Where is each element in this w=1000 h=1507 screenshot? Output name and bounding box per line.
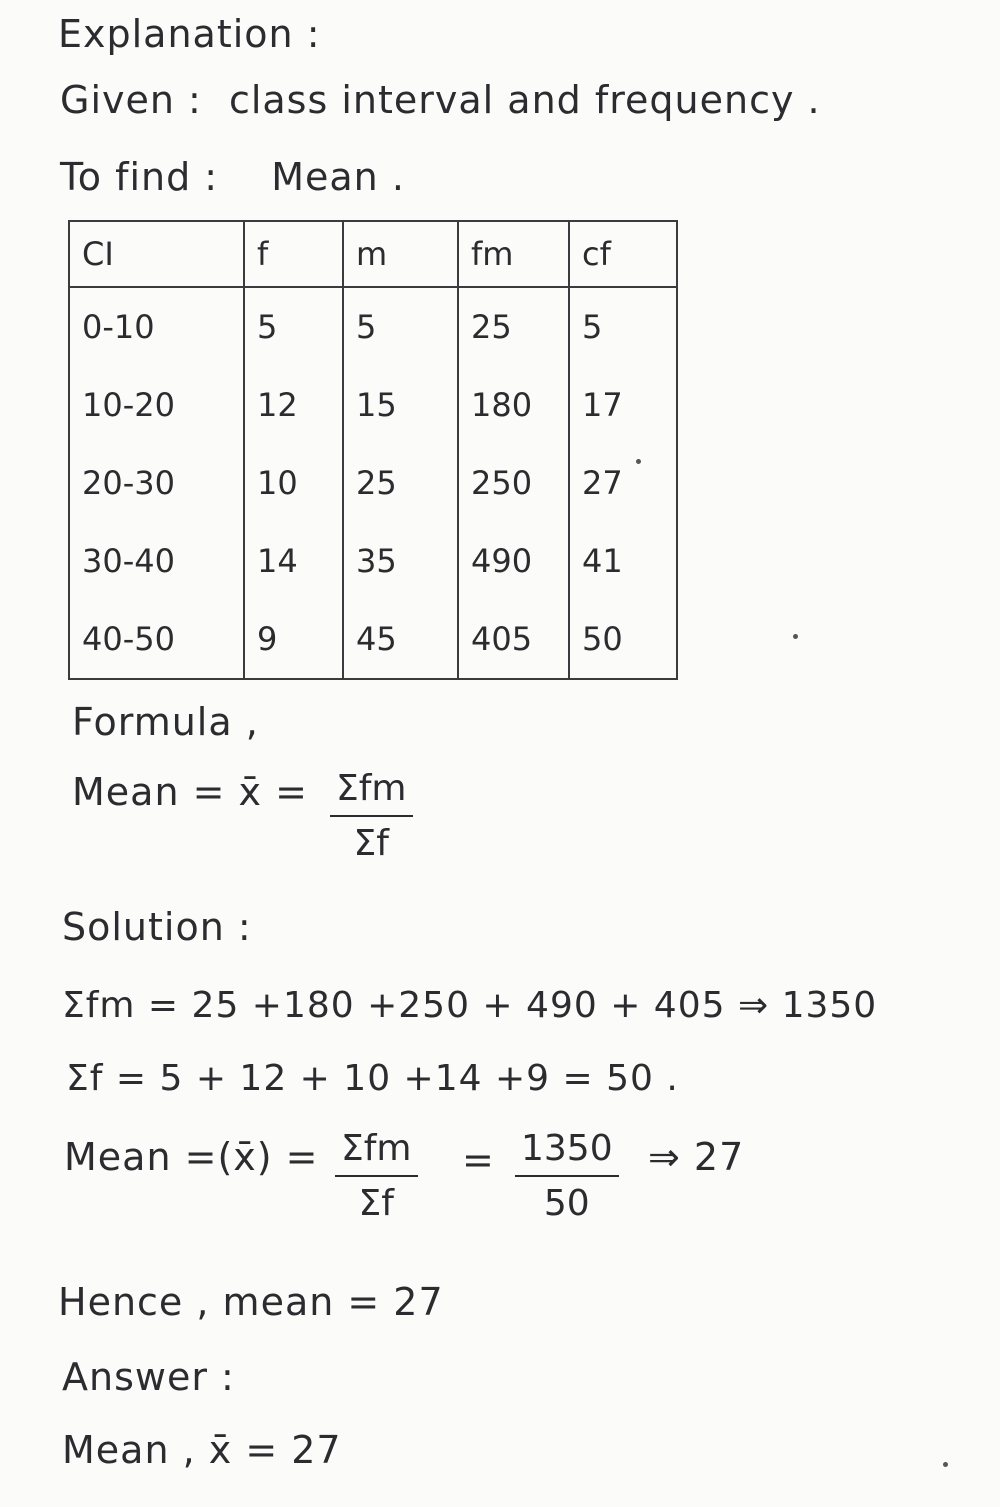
mean-calc-fraction-2 — [515, 1128, 619, 1224]
cell-fm: 490 — [458, 522, 569, 600]
formula-label: Formula , — [72, 700, 259, 744]
cell-f: 9 — [244, 600, 343, 679]
cell-fm: 250 — [458, 444, 569, 522]
solution-label: Solution : — [62, 905, 252, 949]
cell-ci: 40-50 — [69, 600, 244, 679]
mean-calc-result: ⇒ 27 — [648, 1135, 745, 1179]
cell-cf: 50 — [569, 600, 677, 679]
table-row — [69, 287, 677, 366]
given-label: Given : — [60, 78, 202, 122]
table-row — [69, 366, 677, 444]
cell-f: 5 — [244, 287, 343, 366]
cell-fm: 180 — [458, 366, 569, 444]
mean-calc-equals: = — [462, 1138, 495, 1182]
cell-f: 12 — [244, 366, 343, 444]
cell-fm: 405 — [458, 600, 569, 679]
tofind-label: To find : — [60, 155, 219, 199]
table-row — [69, 522, 677, 600]
mean-calc-numerator-2: 1350 — [515, 1128, 619, 1177]
sum-f-line: Σf = 5 + 12 + 10 +14 +9 = 50 . — [66, 1058, 679, 1099]
given-text: class interval and frequency . — [228, 78, 821, 122]
cell-fm: 25 — [458, 287, 569, 366]
mean-calc-denominator-1: Σf — [358, 1183, 394, 1224]
formula-numerator: Σfm — [330, 768, 413, 817]
speck-mark — [943, 1462, 948, 1467]
col-cf: cf — [569, 221, 677, 287]
cell-ci: 10-20 — [69, 366, 244, 444]
formula-denominator: Σf — [353, 823, 389, 864]
cell-cf: 27 — [569, 444, 677, 522]
cell-m: 5 — [343, 287, 458, 366]
cell-f: 10 — [244, 444, 343, 522]
mean-calc-denominator-2: 50 — [543, 1183, 590, 1224]
cell-cf: 17 — [569, 366, 677, 444]
final-answer: Mean , x̄ = 27 — [62, 1428, 342, 1472]
hence-line: Hence , mean = 27 — [58, 1280, 444, 1324]
tofind-line — [60, 155, 405, 199]
col-f: f — [244, 221, 343, 287]
table-row — [69, 600, 677, 679]
col-ci: CI — [69, 221, 244, 287]
cell-ci: 30-40 — [69, 522, 244, 600]
col-fm: fm — [458, 221, 569, 287]
cell-ci: 0-10 — [69, 287, 244, 366]
cell-cf: 41 — [569, 522, 677, 600]
cell-m: 45 — [343, 600, 458, 679]
formula-lhs: Mean = x̄ = — [72, 770, 308, 814]
frequency-table — [68, 220, 678, 680]
cell-ci: 20-30 — [69, 444, 244, 522]
cell-cf: 5 — [569, 287, 677, 366]
table-header-row — [69, 221, 677, 287]
answer-label: Answer : — [62, 1355, 235, 1399]
mean-calc-fraction-1 — [335, 1128, 418, 1224]
mean-calc-numerator-1: Σfm — [335, 1128, 418, 1177]
cell-f: 14 — [244, 522, 343, 600]
cell-m: 35 — [343, 522, 458, 600]
speck-mark — [636, 459, 641, 464]
cell-m: 15 — [343, 366, 458, 444]
mean-calc-lhs: Mean =(x̄) = — [64, 1135, 319, 1179]
tofind-text: Mean . — [271, 155, 405, 199]
sum-fm-line: Σfm = 25 +180 +250 + 490 + 405 ⇒ 1350 — [62, 985, 878, 1026]
formula-fraction — [330, 768, 413, 864]
given-line — [60, 78, 821, 122]
table-row — [69, 444, 677, 522]
cell-m: 25 — [343, 444, 458, 522]
speck-mark — [793, 634, 798, 639]
explanation-heading: Explanation : — [58, 12, 321, 56]
col-m: m — [343, 221, 458, 287]
